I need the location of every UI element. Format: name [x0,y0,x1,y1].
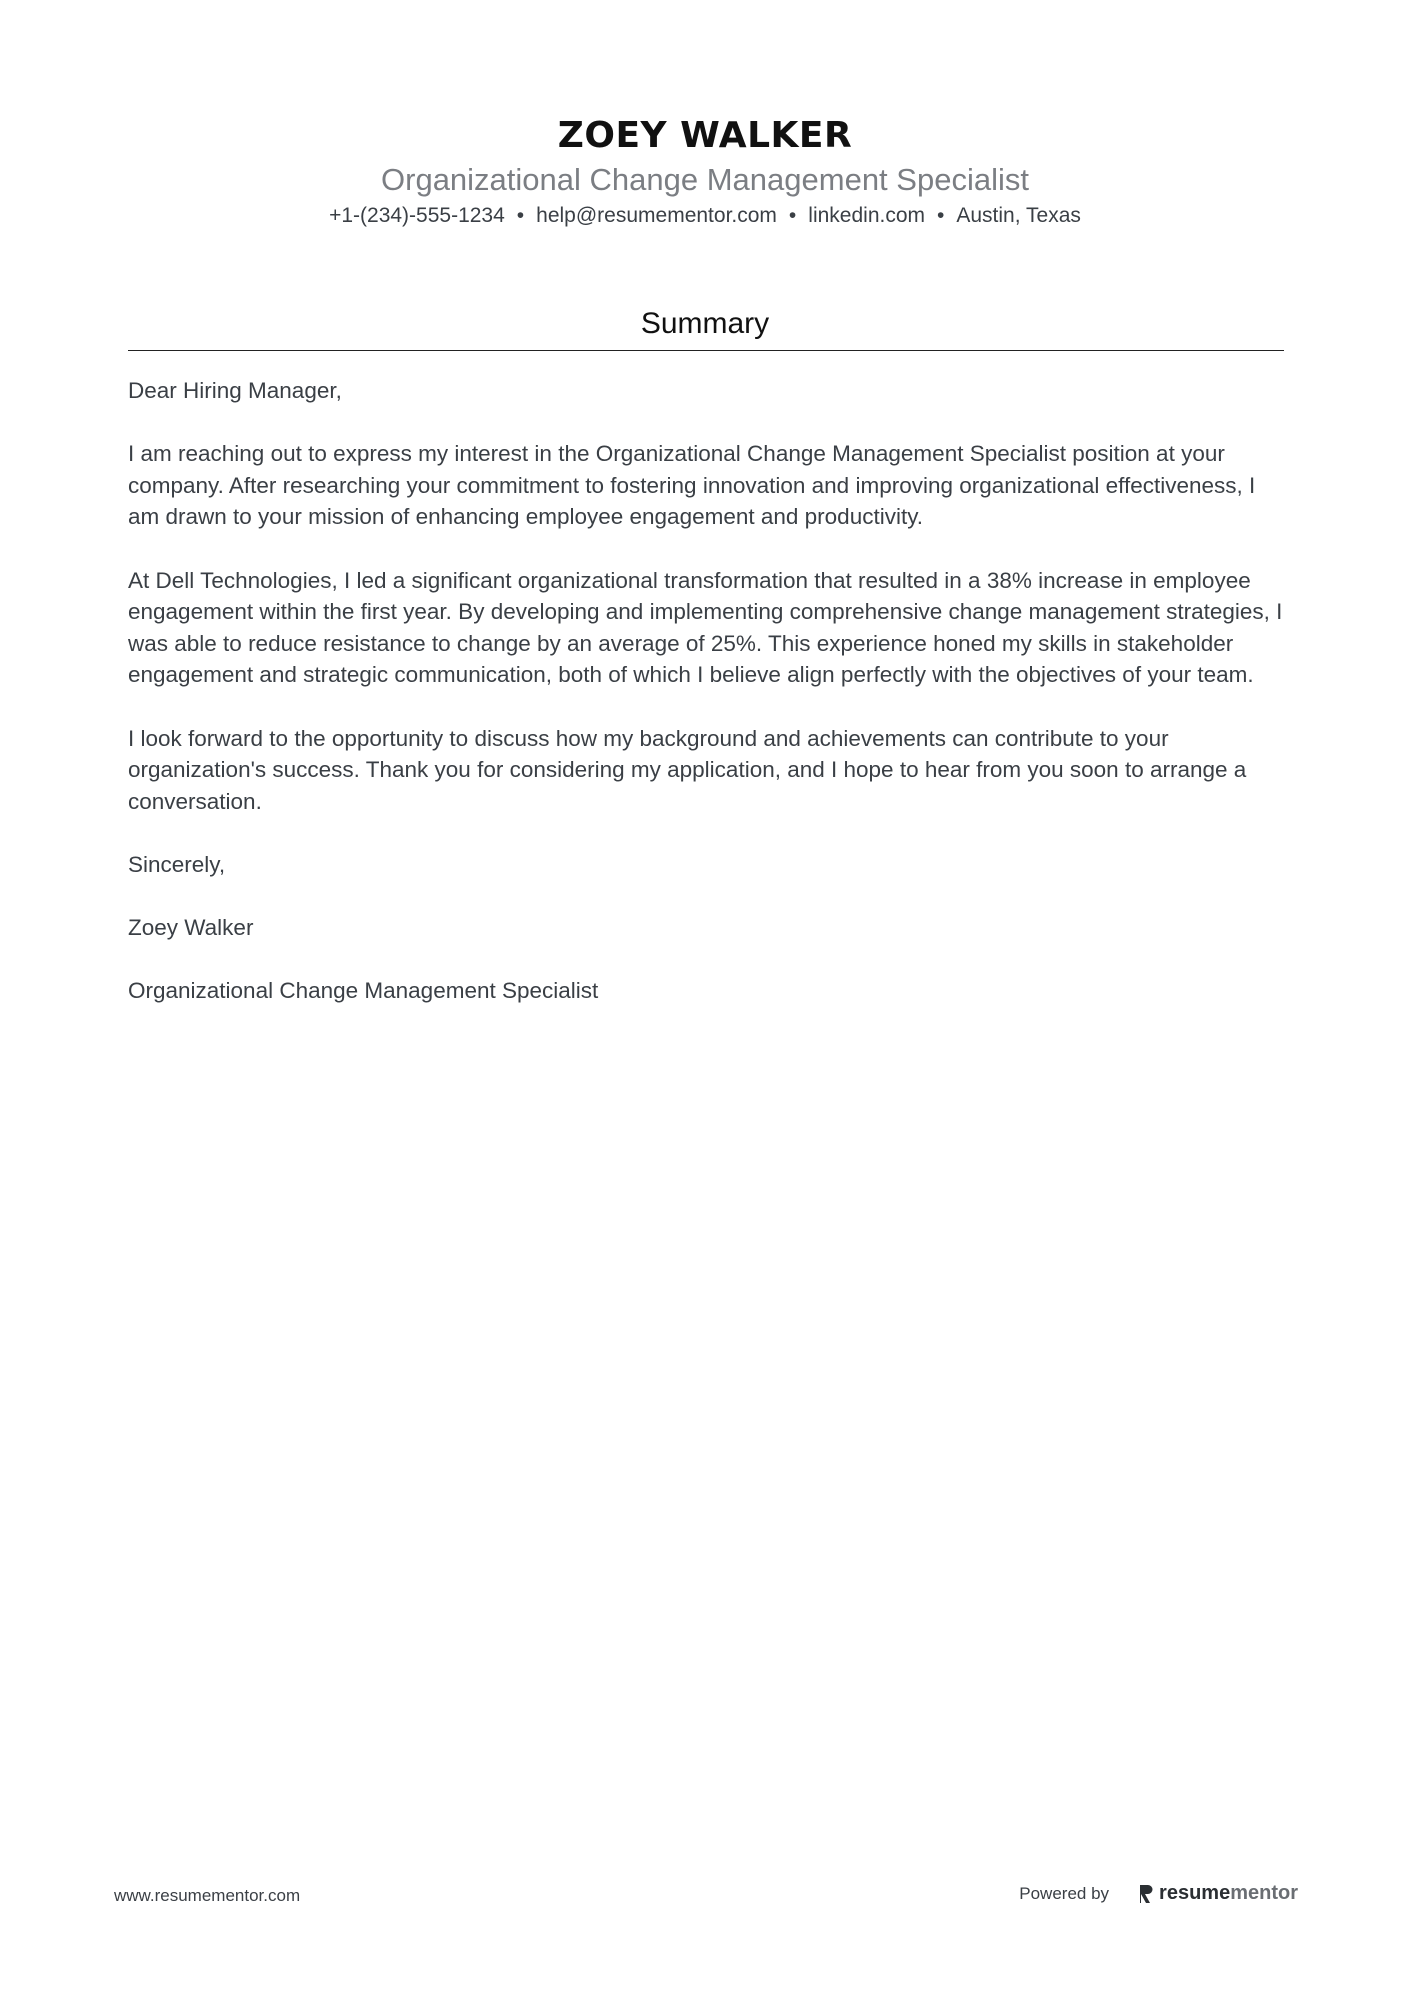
letter-paragraph: I am reaching out to express my interest in the Organizational Change Management Specialist position at your company. After researching your commitment to fostering innovation and improving organizational effectiveness, I am drawn to your mission of enhancing employee engagement and productivity. [128,441,1256,530]
letter-body [128,375,1284,1038]
brand-text-mentor: mentor [1230,1882,1298,1904]
contact-location: Austin, Texas [956,204,1081,227]
signature-name: Zoey Walker [128,915,254,941]
footer-website[interactable]: www.resumementor.com [114,1886,301,1905]
contact-email[interactable]: help@resumementor.com [536,204,777,227]
candidate-role: Organizational Change Management Specialist [381,162,1029,197]
letter-paragraph: At Dell Technologies, I led a significant organizational transformation that resulted in a 38% increase in employee engagement within the first year. By developing and implementing comprehensive change management strategies, I was able to reduce resistance to change by an average of 25%. This experience honed my skills in stakeholder engagement and strategic communication, both of which I believe align perfectly with the objectives of your team. [128,567,1283,688]
letter-paragraph: I look forward to the opportunity to discuss how my background and achievements can contribute to your organization's success. Thank you for considering my application, and I hope to hear from you soon to arrange a conversation. [128,725,1247,814]
section-divider [128,350,1284,351]
signature-title: Organizational Change Management Specialist [128,978,599,1004]
contact-linkedin[interactable]: linkedin.com [808,204,926,227]
resumementor-logo[interactable] [1139,1882,1298,1905]
powered-by-label: Powered by [1019,1883,1110,1903]
contact-separator: • [937,204,945,227]
letter-closing: Sincerely, [128,851,226,877]
resumementor-logo-icon [1139,1884,1153,1904]
contact-phone: +1-(234)-555-1234 [329,204,505,227]
contact-separator: • [516,204,525,227]
contact-separator: • [788,204,797,227]
brand-text-resume: resume [1159,1882,1231,1904]
candidate-name: ZOEY WALKER [557,115,853,156]
section-title: Summary [640,307,770,340]
contact-line [0,202,1410,230]
footer-brand [1019,1882,1298,1905]
header [0,112,1410,230]
letter-greeting: Dear Hiring Manager, [128,378,342,403]
